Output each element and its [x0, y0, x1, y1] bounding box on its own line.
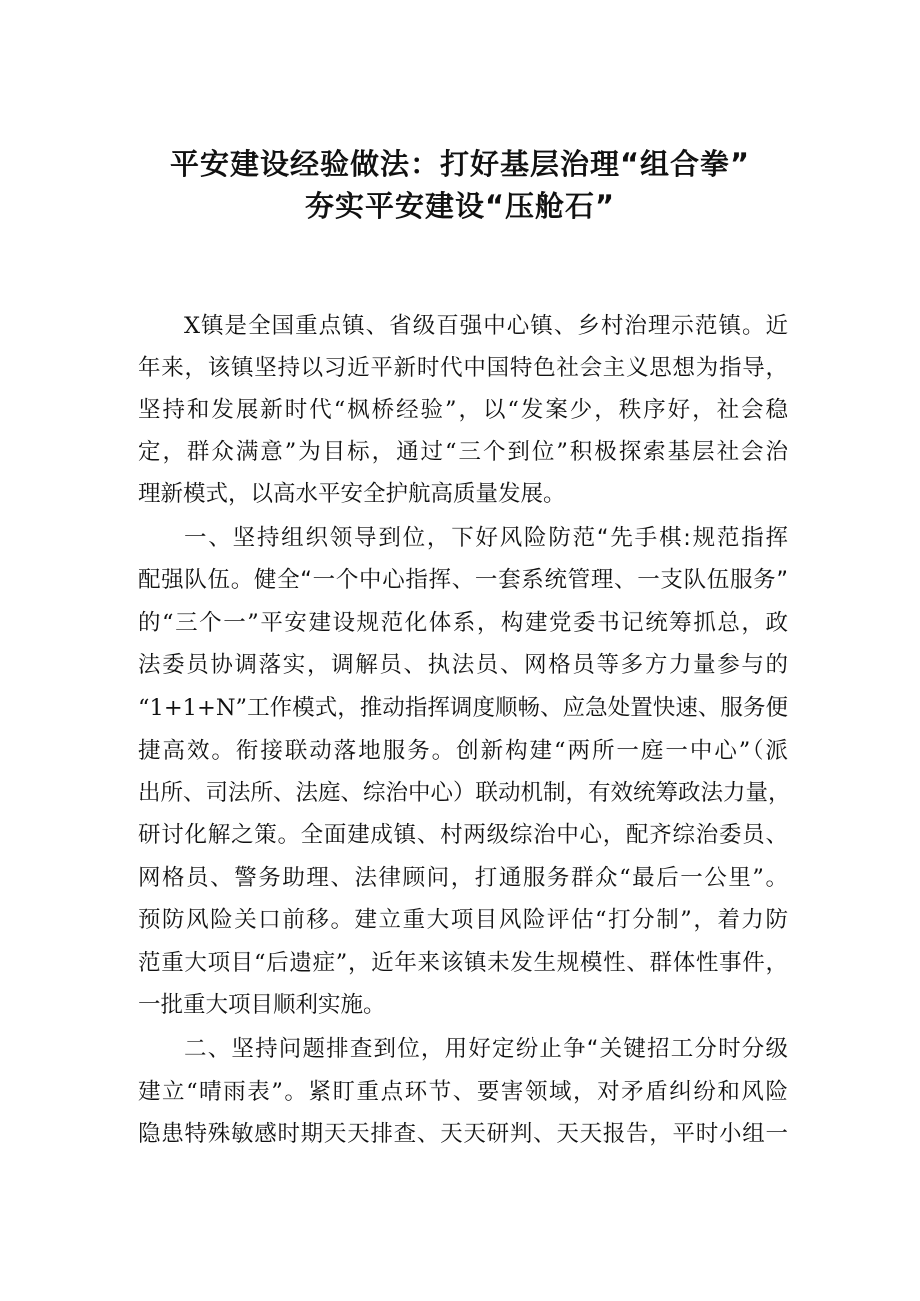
body-line-6: 一、坚持组织领导到位，下好风险防范“先手棋:规范指挥 — [184, 525, 788, 551]
body-line-12: 出所、司法所、法庭、综治中心）联动机制，有效统筹政法力量， — [138, 780, 791, 806]
body-line-3: 坚持和发展新时代“枫桥经验”，以“发案少，秩序好，社会稳 — [138, 397, 788, 423]
body-line-1: X镇是全国重点镇、省级百强中心镇、乡村治理示范镇。近 — [184, 313, 788, 339]
body-line-16: 范重大项目“后遗症”，近年来该镇未发生规模性、群体性事件， — [138, 950, 788, 976]
body-line-17: 一批重大项目顺利实施。 — [138, 992, 386, 1018]
body-line-11: 捷高效。衔接联动落地服务。创新构建“两所一庭一中心”（派 — [138, 738, 788, 764]
body-line-9: 法委员协调落实，调解员、执法员、网格员等多方力量参与的 — [138, 652, 788, 678]
body-line-2: 年来，该镇坚持以习近平新时代中国特色社会主义思想为指导， — [138, 355, 788, 381]
body-line-18: 二、坚持问题排查到位，用好定纷止争“关键招工分时分级 — [184, 1036, 788, 1062]
body-line-13: 研讨化解之策。全面建成镇、村两级综治中心，配齐综治委员、 — [138, 822, 788, 848]
body-line-4: 定，群众满意”为目标，通过“三个到位”积极探索基层社会治 — [138, 439, 788, 465]
document-title-line-1: 平安建设经验做法：打好基层治理“组合拳” — [169, 147, 751, 181]
body-line-5: 理新模式，以高水平安全护航高质量发展。 — [138, 481, 566, 507]
body-line-8: 的“三个一”平安建设规范化体系，构建党委书记统筹抓总，政 — [138, 610, 788, 636]
document-title-line-2: 夯实平安建设“压舱石” — [304, 189, 616, 223]
body-line-19: 建立“晴雨表”。紧盯重点环节、要害领域，对矛盾纠纷和风险 — [138, 1079, 788, 1105]
body-line-20: 隐患特殊敏感时期天天排查、天天研判、天天报告，平时小组一 — [138, 1121, 788, 1147]
body-line-10: “1+1+N”工作模式，推动指挥调度顺畅、应急处置快速、服务便 — [138, 695, 788, 721]
body-line-15: 预防风险关口前移。建立重大项目风险评估“打分制”，着力防 — [138, 907, 788, 933]
body-line-7: 配强队伍。健全“一个中心指挥、一套系统管理、一支队伍服务” — [138, 567, 788, 593]
body-line-14: 网格员、警务助理、法律顾问，打通服务群众“最后一公里”。 — [138, 865, 788, 891]
